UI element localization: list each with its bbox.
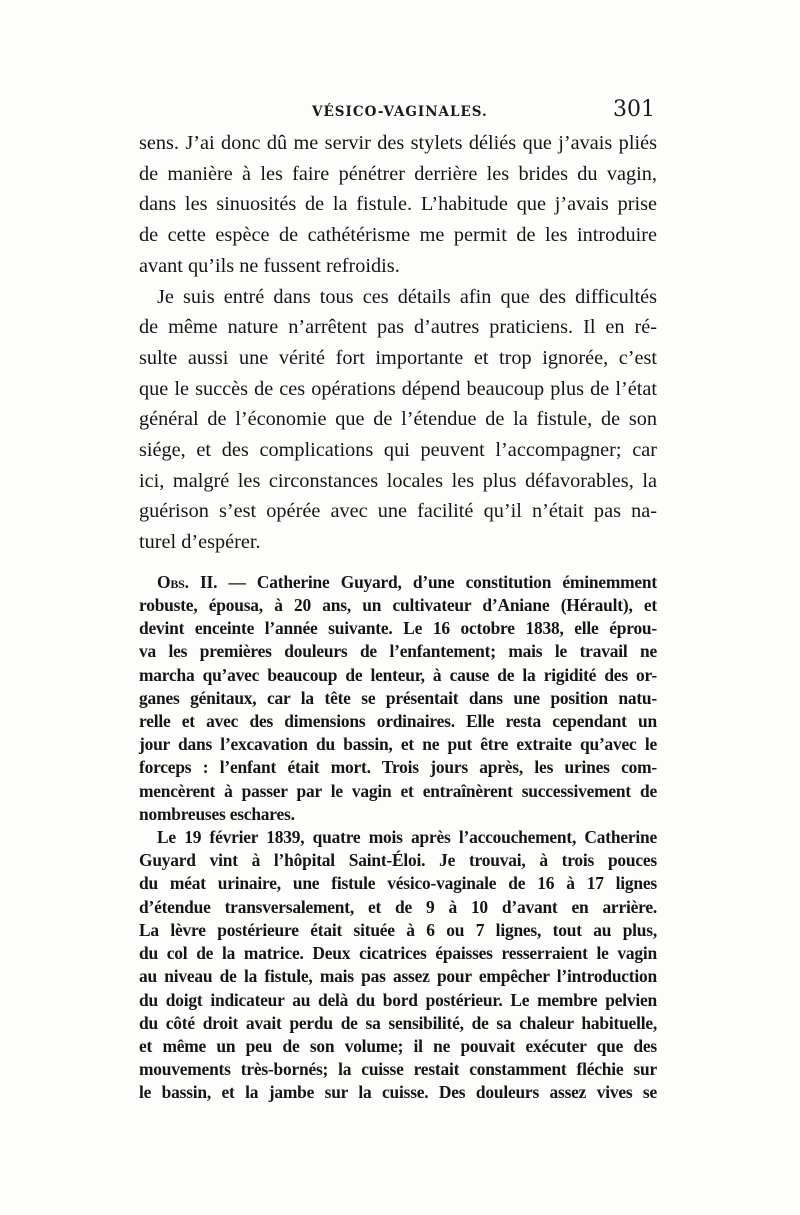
paragraph-admission — [139, 826, 657, 1104]
text-line: du doigt indicateur au delà du bord postérieur. Le membre pelvien — [139, 989, 657, 1010]
text-line: de cette espèce de cathétérisme me permit de les introduire — [139, 224, 657, 247]
text-line: du côté droit avait perdu de sa sensibilité, de sa chaleur habituelle, — [139, 1012, 657, 1033]
text-line: devint enceinte l’année suivante. Le 16 octobre 1838, elle éprou- — [139, 618, 657, 639]
observation-block — [139, 571, 657, 826]
text-line: relle et avec des dimensions ordinaires. Elle resta cependant un — [139, 711, 657, 732]
text-line: guérison s’est opérée avec une facilité qu’il n’était pas na- — [139, 500, 657, 523]
body-text — [139, 128, 657, 1105]
text-line: et même un peu de son volume; il ne pouvait exécuter que des — [139, 1035, 657, 1056]
text-line: général de l’économie que de l’étendue de la fistule, de son — [139, 408, 657, 431]
text-line: forceps : l’enfant était mort. Trois jours après, les urines com- — [139, 757, 657, 778]
text-line: La lèvre postérieure était située à 6 ou 7 lignes, tout au plus, — [139, 919, 657, 940]
text-line: marcha qu’avec beaucoup de lenteur, à cause de la rigidité des or- — [139, 664, 657, 685]
text-line: sulte aussi une vérité fort importante et trop ignorée, c’est — [139, 346, 657, 369]
page-number: 301 — [613, 97, 655, 122]
text-line: jour dans l’excavation du bassin, et ne put être extraite qu’avec le — [139, 734, 657, 755]
text-line: dans les sinuosités de la fistule. L’habitude que j’avais prise — [139, 193, 657, 216]
text-line: Guyard vint à l’hôpital Saint-Éloi. Je trouvai, à trois pouces — [139, 850, 657, 871]
text-line: ganes génitaux, car la tête se présentait dans une position natu- — [139, 687, 657, 708]
page-header — [140, 97, 655, 127]
text-line: de manière à les faire pénétrer derrière les brides du vagin, — [139, 162, 657, 185]
paragraph-continuation — [139, 128, 657, 282]
observation-first-line: — Catherine Guyard, d’une constitution éminemment — [217, 571, 657, 592]
text-line: sens. J’ai donc dû me servir des stylets déliés que j’avais pliés — [139, 132, 657, 154]
text-line: mencèrent à passer par le vagin et entraînèrent successivement de — [139, 780, 657, 801]
text-line — [139, 571, 657, 594]
text-line: de même nature n’arrêtent pas d’autres praticiens. Il en ré- — [139, 316, 657, 339]
paragraph-details — [139, 282, 657, 558]
text-line: du col de la matrice. Deux cicatrices épaisses resserraient le vagin — [139, 943, 657, 964]
text-line: va les premières douleurs de l’enfantement; mais le travail ne — [139, 641, 657, 662]
text-line: d’étendue transversalement, et de 9 à 10 d’avant en arrière. — [139, 896, 657, 917]
text-line: mouvements très-bornés; la cuisse restait constamment fléchie sur — [139, 1059, 657, 1080]
text-line: le bassin, et la jambe sur la cuisse. Des douleurs assez vives se — [139, 1082, 657, 1103]
text-line: nombreuses eschares. — [139, 803, 295, 824]
text-line: turel d’espérer. — [139, 531, 261, 554]
text-line: robuste, épousa, à 20 ans, un cultivateur d’Aniane (Hérault), et — [139, 595, 657, 616]
observation-label: Obs. II. — [157, 571, 218, 592]
text-line: du méat urinaire, une fistule vésico-vaginale de 16 à 17 lignes — [139, 873, 657, 894]
running-title: VÉSICO-VAGINALES. — [312, 104, 488, 120]
text-line: avant qu’ils ne fussent refroidis. — [139, 254, 400, 277]
text-line: Je suis entré dans tous ces détails afin que des difficultés — [157, 285, 657, 308]
text-line: que le succès de ces opérations dépend beaucoup plus de l’état — [139, 377, 657, 400]
text-line: au niveau de la fistule, mais pas assez pour empêcher l’introduction — [139, 966, 657, 987]
text-line: Le 19 février 1839, quatre mois après l’accouchement, Catherine — [157, 827, 657, 848]
text-line: ici, malgré les circonstances locales les plus défavorables, la — [139, 469, 657, 492]
text-line: siége, et des complications qui peuvent l’accompagner; car — [139, 439, 657, 462]
